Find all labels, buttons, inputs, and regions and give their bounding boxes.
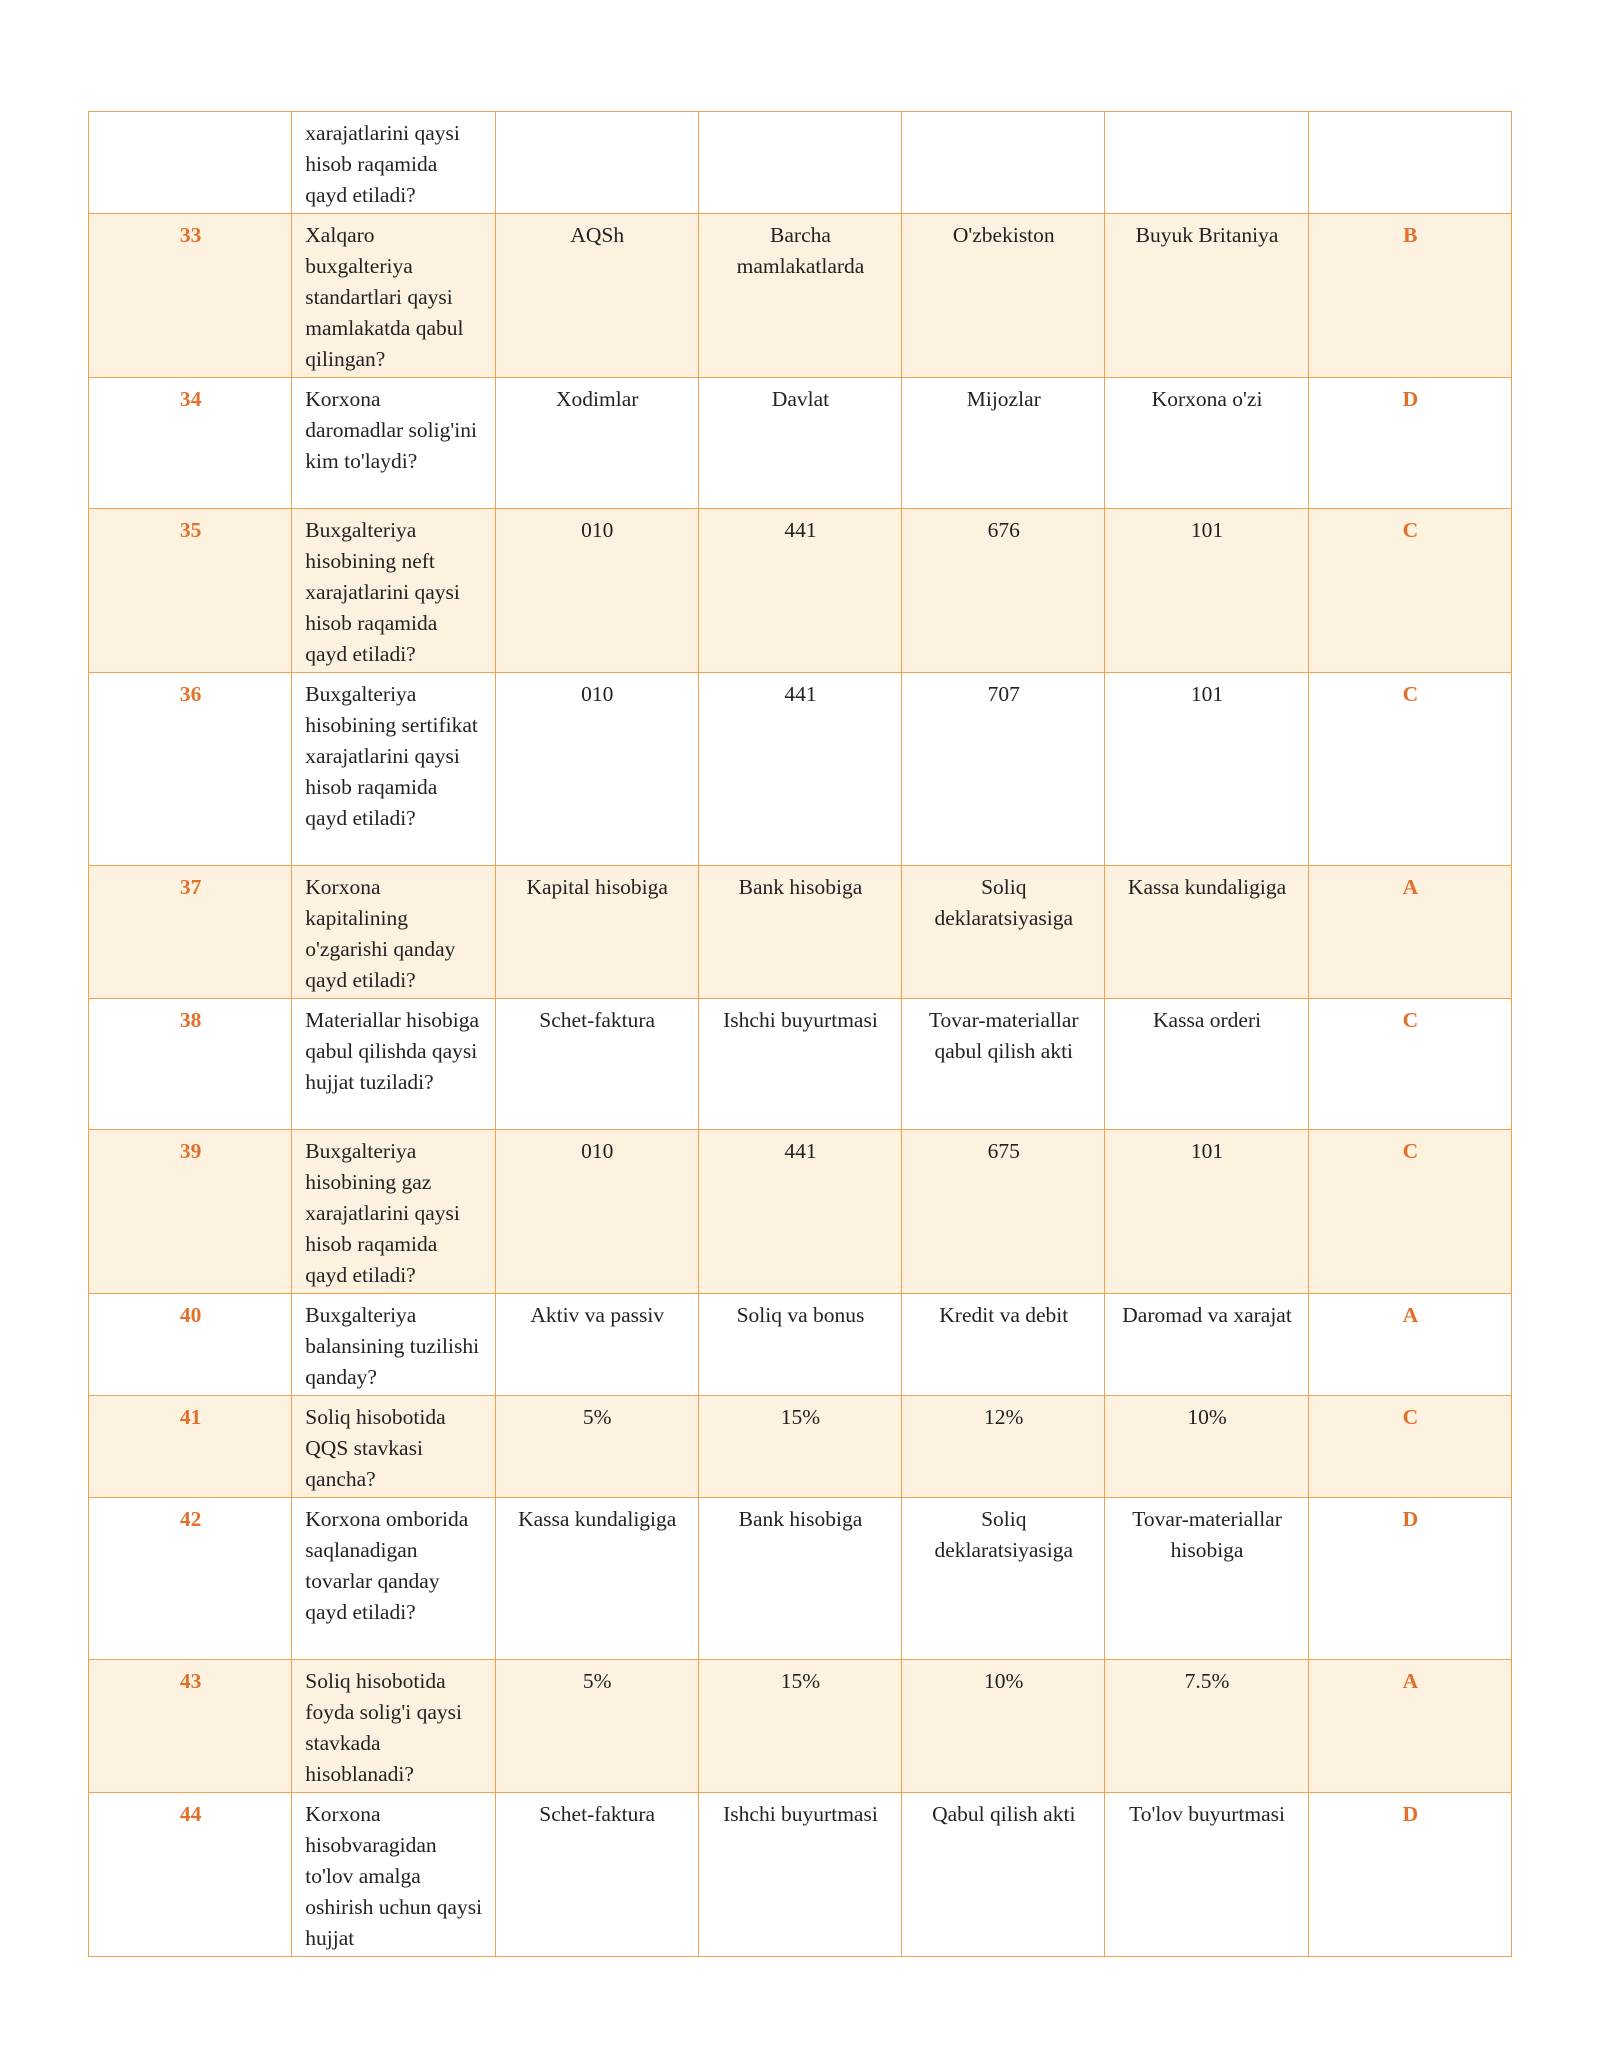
table-row — [89, 866, 1512, 999]
option-c: Soliq deklaratsiyasiga — [902, 1498, 1105, 1660]
question-text: Korxona daromadlar solig'ini kim to'laydi? — [292, 378, 495, 509]
option-a: Kassa kundaligiga — [495, 1498, 698, 1660]
correct-answer: C — [1308, 999, 1511, 1130]
question-number: 39 — [89, 1130, 292, 1294]
option-a: Kapital hisobiga — [495, 866, 698, 999]
option-d: 101 — [1105, 673, 1308, 866]
option-a — [495, 112, 698, 214]
page — [88, 111, 1512, 1957]
option-a: Aktiv va passiv — [495, 1294, 698, 1396]
question-number: 41 — [89, 1396, 292, 1498]
question-text: Materiallar hisobiga qabul qilishda qaysi hujjat tuziladi? — [292, 999, 495, 1130]
option-b: Barcha mamlakatlarda — [698, 214, 901, 378]
option-c: 10% — [902, 1660, 1105, 1793]
option-d: Tovar-materiallar hisobiga — [1105, 1498, 1308, 1660]
table-row — [89, 673, 1512, 866]
option-d: 10% — [1105, 1396, 1308, 1498]
option-b: 441 — [698, 1130, 901, 1294]
question-number: 37 — [89, 866, 292, 999]
question-text: xarajatlarini qaysi hisob raqamida qayd etiladi? — [292, 112, 495, 214]
correct-answer: B — [1308, 214, 1511, 378]
question-text: Buxgalteriya hisobining sertifikat xarajatlarini qaysi hisob raqamida qayd etiladi? — [292, 673, 495, 866]
question-number: 33 — [89, 214, 292, 378]
question-text: Soliq hisobotida foyda solig'i qaysi stavkada hisoblanadi? — [292, 1660, 495, 1793]
option-d — [1105, 112, 1308, 214]
question-text: Buxgalteriya hisobining neft xarajatlarini qaysi hisob raqamida qayd etiladi? — [292, 509, 495, 673]
table-row — [89, 1130, 1512, 1294]
option-c: 675 — [902, 1130, 1105, 1294]
option-a: Schet-faktura — [495, 1793, 698, 1957]
table-row — [89, 214, 1512, 378]
option-d: 7.5% — [1105, 1660, 1308, 1793]
option-a: Xodimlar — [495, 378, 698, 509]
option-a: 010 — [495, 1130, 698, 1294]
correct-answer — [1308, 112, 1511, 214]
option-d: 101 — [1105, 1130, 1308, 1294]
table-row — [89, 1396, 1512, 1498]
option-d: Korxona o'zi — [1105, 378, 1308, 509]
correct-answer: A — [1308, 866, 1511, 999]
correct-answer: D — [1308, 378, 1511, 509]
table-row — [89, 1660, 1512, 1793]
question-number: 40 — [89, 1294, 292, 1396]
option-c: Mijozlar — [902, 378, 1105, 509]
option-a: 5% — [495, 1660, 698, 1793]
option-c: Kredit va debit — [902, 1294, 1105, 1396]
question-text: Buxgalteriya balansining tuzilishi qanday? — [292, 1294, 495, 1396]
question-number: 36 — [89, 673, 292, 866]
correct-answer: C — [1308, 1396, 1511, 1498]
option-d: Buyuk Britaniya — [1105, 214, 1308, 378]
option-a: 010 — [495, 509, 698, 673]
option-d: To'lov buyurtmasi — [1105, 1793, 1308, 1957]
question-number: 38 — [89, 999, 292, 1130]
question-number — [89, 112, 292, 214]
option-c: O'zbekiston — [902, 214, 1105, 378]
table-row — [89, 509, 1512, 673]
questions-table — [88, 111, 1512, 1957]
question-text: Korxona kapitalining o'zgarishi qanday qayd etiladi? — [292, 866, 495, 999]
option-b: Ishchi buyurtmasi — [698, 999, 901, 1130]
option-b — [698, 112, 901, 214]
table-row — [89, 1294, 1512, 1396]
option-d: Kassa orderi — [1105, 999, 1308, 1130]
option-c — [902, 112, 1105, 214]
question-number: 42 — [89, 1498, 292, 1660]
option-b: Soliq va bonus — [698, 1294, 901, 1396]
correct-answer: D — [1308, 1793, 1511, 1957]
option-c: Tovar-materiallar qabul qilish akti — [902, 999, 1105, 1130]
option-b: 441 — [698, 509, 901, 673]
option-b: Bank hisobiga — [698, 1498, 901, 1660]
table-row — [89, 1498, 1512, 1660]
table-row — [89, 112, 1512, 214]
question-text: Korxona hisobvaragidan to'lov amalga oshirish uchun qaysi hujjat — [292, 1793, 495, 1957]
correct-answer: C — [1308, 1130, 1511, 1294]
question-number: 44 — [89, 1793, 292, 1957]
question-text: Korxona omborida saqlanadigan tovarlar qanday qayd etiladi? — [292, 1498, 495, 1660]
option-b: 441 — [698, 673, 901, 866]
option-a: 5% — [495, 1396, 698, 1498]
correct-answer: D — [1308, 1498, 1511, 1660]
correct-answer: C — [1308, 509, 1511, 673]
option-c: 707 — [902, 673, 1105, 866]
question-number: 43 — [89, 1660, 292, 1793]
option-c: Soliq deklaratsiyasiga — [902, 866, 1105, 999]
question-number: 34 — [89, 378, 292, 509]
question-text: Buxgalteriya hisobining gaz xarajatlarini qaysi hisob raqamida qayd etiladi? — [292, 1130, 495, 1294]
option-b: Bank hisobiga — [698, 866, 901, 999]
option-d: Daromad va xarajat — [1105, 1294, 1308, 1396]
question-number: 35 — [89, 509, 292, 673]
correct-answer: A — [1308, 1294, 1511, 1396]
option-b: 15% — [698, 1660, 901, 1793]
option-d: 101 — [1105, 509, 1308, 673]
option-b: 15% — [698, 1396, 901, 1498]
option-a: 010 — [495, 673, 698, 866]
option-c: Qabul qilish akti — [902, 1793, 1105, 1957]
correct-answer: C — [1308, 673, 1511, 866]
question-text: Xalqaro buxgalteriya standartlari qaysi mamlakatda qabul qilingan? — [292, 214, 495, 378]
option-b: Davlat — [698, 378, 901, 509]
table-row — [89, 378, 1512, 509]
option-a: AQSh — [495, 214, 698, 378]
table-row — [89, 999, 1512, 1130]
table-row — [89, 1793, 1512, 1957]
option-a: Schet-faktura — [495, 999, 698, 1130]
option-c: 12% — [902, 1396, 1105, 1498]
option-d: Kassa kundaligiga — [1105, 866, 1308, 999]
correct-answer: A — [1308, 1660, 1511, 1793]
option-c: 676 — [902, 509, 1105, 673]
question-text: Soliq hisobotida QQS stavkasi qancha? — [292, 1396, 495, 1498]
option-b: Ishchi buyurtmasi — [698, 1793, 901, 1957]
